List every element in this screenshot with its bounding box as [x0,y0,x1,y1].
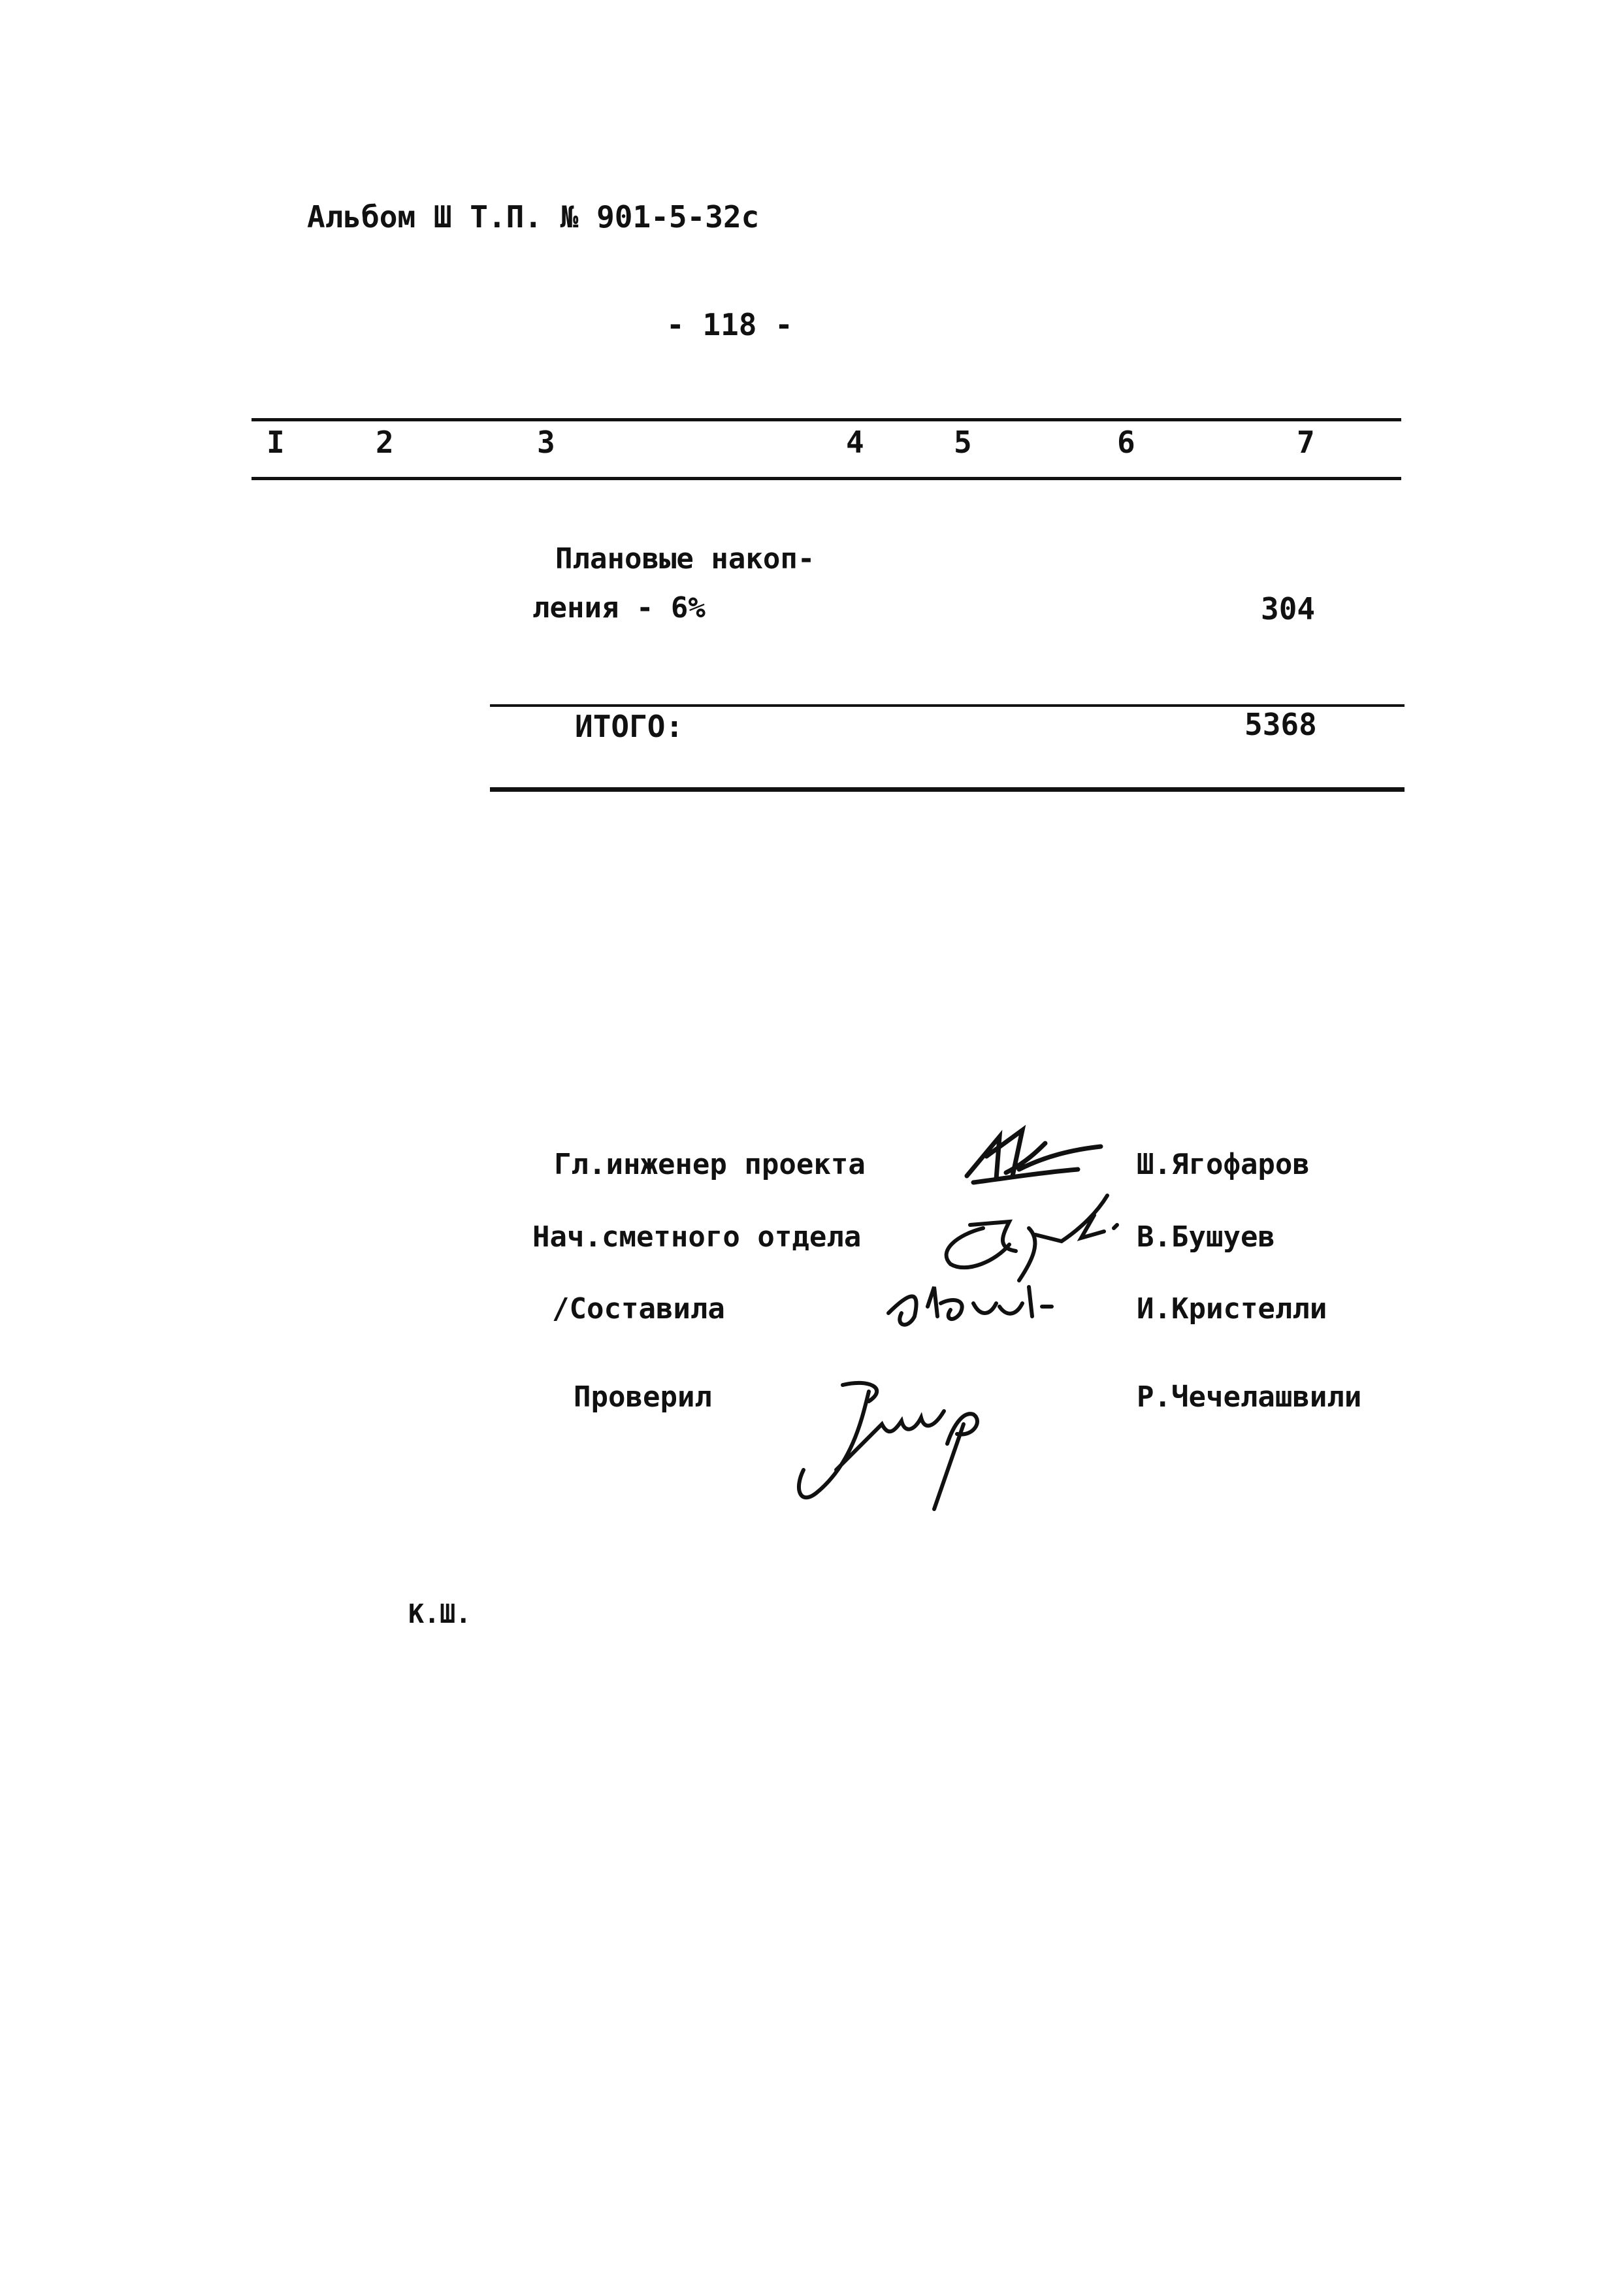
total-bottom-rule [490,787,1405,792]
column-number-5: 5 [954,425,972,460]
signature-name-compiler: И.Кристелли [1137,1292,1327,1326]
row-label-line2: ления - 6% [532,591,706,625]
table-top-rule [252,418,1401,421]
column-number-7: 7 [1297,425,1315,460]
total-label: ИТОГО: [575,709,684,744]
total-value: 5368 [1244,707,1317,742]
handwritten-signature-3 [875,1267,1071,1339]
signature-name-estimate-head: В.Бушуев [1137,1220,1275,1254]
column-number-1: I [267,425,285,460]
footer-initials: К.Ш. [408,1599,472,1629]
row-label-line1: Плановые накоп- [555,542,815,576]
column-number-2: 2 [376,425,394,460]
handwritten-signature-4 [790,1365,1026,1516]
table-header-bottom-rule [252,477,1401,480]
signature-role-estimate-head: Нач.сметного отдела [532,1220,862,1254]
column-number-4: 4 [846,425,864,460]
signature-role-checker: Проверил [574,1380,712,1414]
signature-role-chief-engineer: Гл.инженер проекта [554,1148,866,1181]
signature-role-compiler: /Составила [552,1292,725,1326]
handwritten-signature-1 [960,1111,1104,1196]
album-title: Альбом Ш Т.П. № 901-5-32с [307,199,760,235]
signature-name-chief-engineer: Ш.Ягофаров [1137,1148,1310,1181]
row-value: 304 [1261,591,1316,627]
signature-name-checker: Р.Чечелашвили [1137,1380,1362,1414]
column-number-3: 3 [537,425,555,460]
column-number-6: 6 [1117,425,1135,460]
page-number: - 118 - [666,307,793,342]
